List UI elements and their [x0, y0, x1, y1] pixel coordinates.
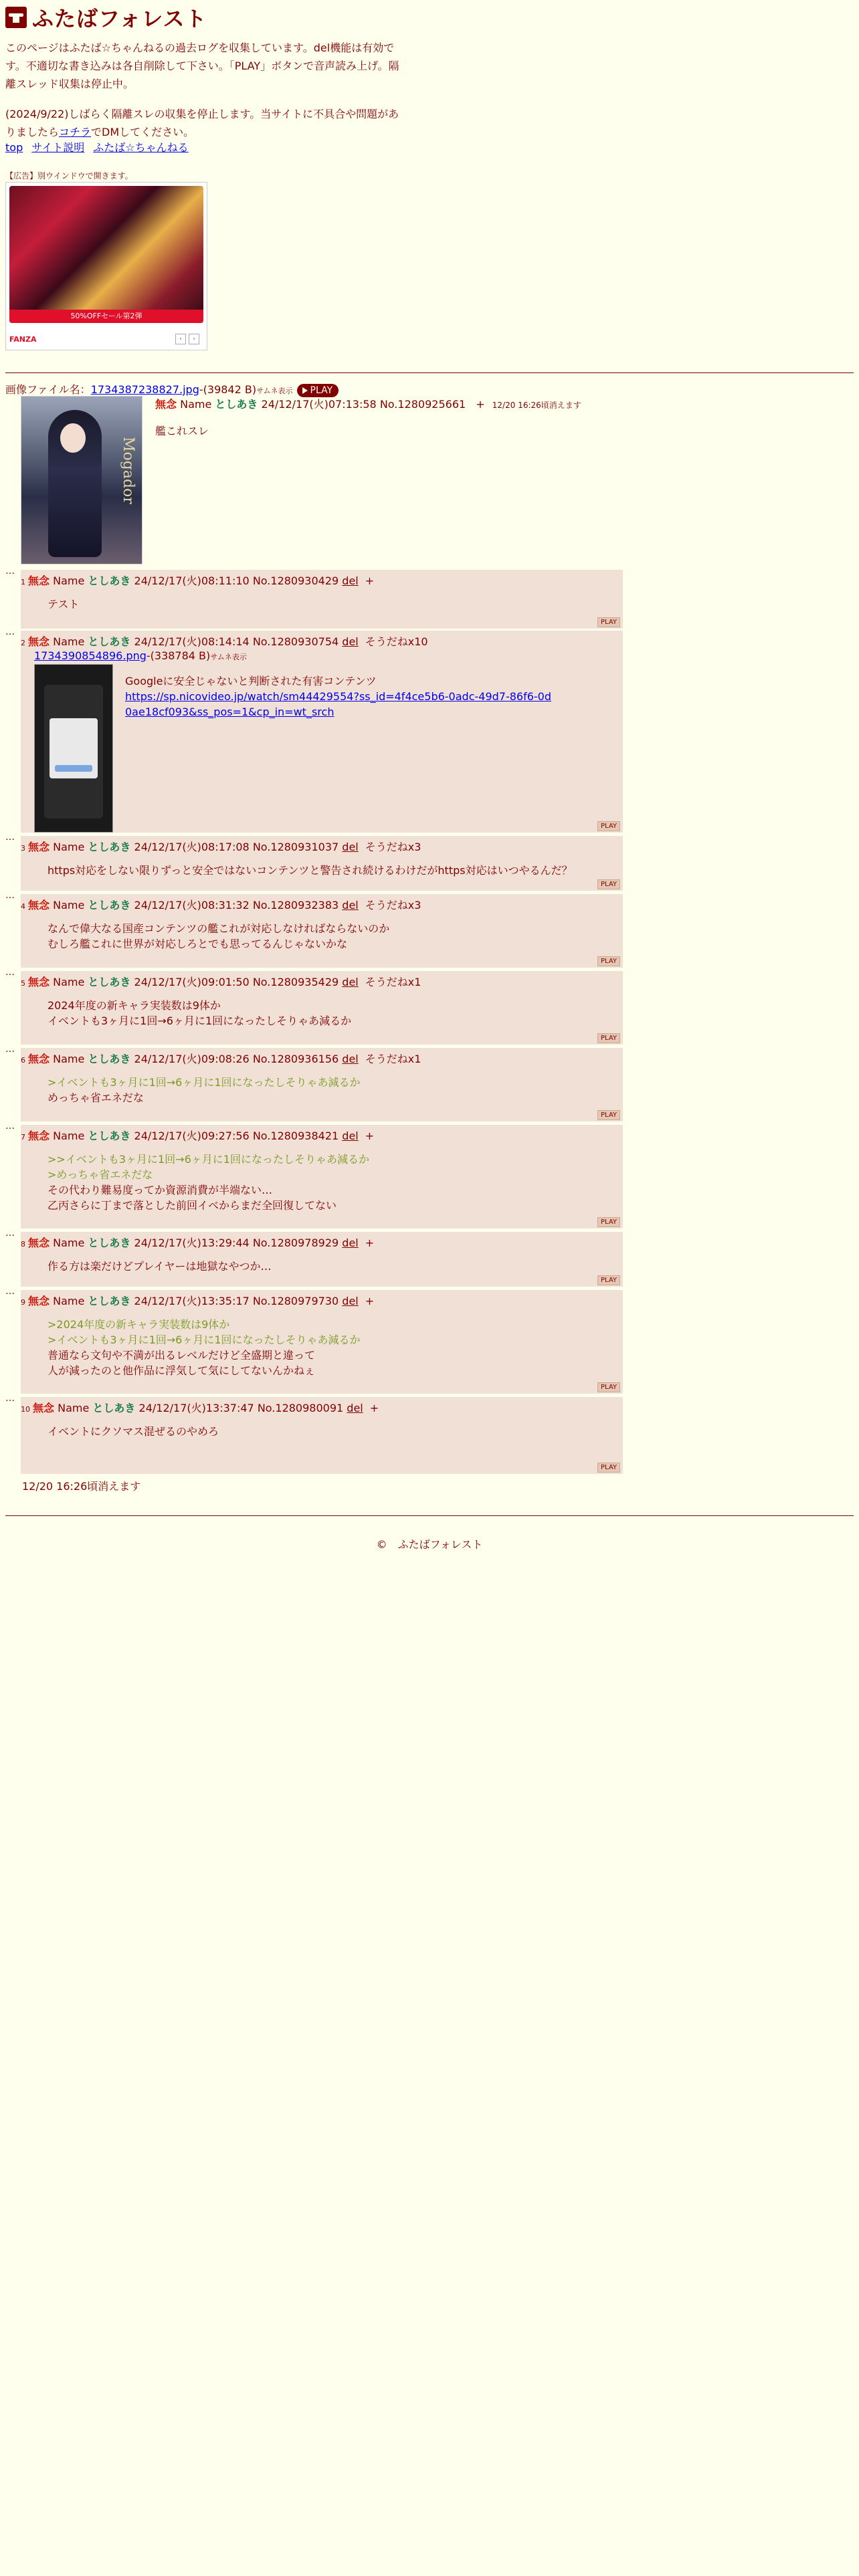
body-line: 2024年度の新キャラ実装数は9体か: [47, 999, 221, 1012]
reply-name: としあき: [92, 1402, 136, 1414]
reply-post: [21, 1290, 623, 1394]
nav-top-link[interactable]: top: [5, 141, 23, 154]
top-divider: [5, 372, 854, 373]
ad-band-text: 50%OFFセール第2弾: [9, 310, 203, 323]
reply-body: [47, 863, 573, 878]
reply-number: No.1280980091: [257, 1402, 344, 1414]
reply-name: としあき: [88, 1295, 131, 1307]
body-line: 普通なら文句や不満が出るレベルだけど全盛期と違って: [47, 1349, 316, 1362]
reply-datetime: 24/12/17(火)08:14:14: [134, 635, 250, 648]
op-thumb-text: Mogador: [120, 437, 136, 504]
play-button[interactable]: PLAY: [597, 1110, 620, 1120]
reply-post: [21, 836, 623, 891]
quote-line: >めっちゃ省エネだな: [47, 1168, 153, 1181]
ad-banner[interactable]: [5, 182, 207, 350]
body-line: なんで偉大なる国産コンテンツの艦これが対応しなければならないのか: [47, 922, 390, 935]
reply-name-label: Name: [53, 635, 85, 648]
reply-number: No.1280935429: [252, 976, 339, 988]
del-link[interactable]: del: [342, 635, 359, 648]
del-link[interactable]: del: [342, 1130, 359, 1142]
reply-marker: …: [5, 566, 15, 576]
op-name: としあき: [215, 398, 258, 411]
reply-body: [125, 673, 553, 720]
reply-header: [21, 633, 428, 649]
del-link[interactable]: del: [342, 1295, 359, 1307]
sodane-button[interactable]: そうだねx1: [365, 976, 421, 988]
quote-line: >イベントも3ヶ月に1回→6ヶ月に1回になったしそりゃあ減るか: [47, 1076, 361, 1089]
footer-copyright: © ふたばフォレスト: [376, 1538, 483, 1551]
reply-name: としあき: [88, 976, 131, 988]
reply-header: [21, 897, 421, 912]
intro: [5, 39, 407, 153]
reply-subject: 無念: [28, 841, 50, 853]
reply-name: としあき: [88, 1130, 131, 1142]
reply-subject: 無念: [28, 1053, 50, 1065]
reply-name: としあき: [88, 574, 131, 587]
reply-number: No.1280931037: [252, 841, 339, 853]
reply-name-label: Name: [53, 1237, 85, 1249]
reply-file-info: 1734390854896.png-(338784 B)サムネ表示: [34, 649, 247, 662]
op-expire: 12/20 16:26頃消えます: [492, 401, 581, 410]
reply-post: [21, 971, 623, 1045]
reply-header: [21, 1293, 374, 1308]
play-button[interactable]: PLAY: [597, 1275, 620, 1285]
reply-index: 10: [21, 1405, 30, 1414]
op-play-button[interactable]: PLAY: [297, 384, 339, 397]
reply-name: としあき: [88, 899, 131, 911]
op-datetime: 24/12/17(火)07:13:58: [261, 398, 377, 411]
reply-header: [21, 1128, 374, 1143]
op-thumbnail[interactable]: [21, 396, 142, 564]
reply-body: [47, 1259, 272, 1274]
body-line: むしろ艦これに世界が対応しろとでも思ってるんじゃないかな: [47, 938, 348, 950]
reply-marker: …: [5, 890, 15, 901]
reply-marker: …: [5, 627, 15, 637]
sodane-button[interactable]: +: [365, 1237, 375, 1249]
reply-name: としあき: [88, 635, 131, 648]
reply-body: [47, 597, 79, 612]
del-link[interactable]: del: [342, 841, 359, 853]
thread-expire: 12/20 16:26頃消えます: [22, 1480, 141, 1493]
op-thumb-note: サムネ表示: [256, 387, 293, 395]
reply-index: 9: [21, 1298, 25, 1307]
sodane-button[interactable]: +: [365, 1295, 375, 1307]
reply-body: [47, 921, 389, 952]
del-link[interactable]: del: [342, 1053, 359, 1065]
sodane-button[interactable]: そうだねx3: [365, 899, 421, 911]
op-body: 艦これスレ: [155, 425, 209, 437]
body-line: イベントも3ヶ月に1回→6ヶ月に1回になったしそりゃあ減るか: [47, 1014, 352, 1027]
site-header: [5, 4, 207, 31]
reply-post: [21, 1232, 623, 1287]
sodane-button[interactable]: そうだねx3: [365, 841, 421, 853]
op-file-link[interactable]: 1734387238827.jpg: [90, 383, 199, 396]
reply-subject: 無念: [28, 574, 50, 587]
reply-thumb-note: サムネ表示: [210, 653, 247, 661]
reply-header: [21, 1235, 374, 1250]
reply-number: No.1280978929: [252, 1237, 339, 1249]
sodane-button[interactable]: そうだねx1: [365, 1053, 421, 1065]
sodane-button[interactable]: +: [365, 574, 375, 587]
body-line: その代わり難易度ってか資源消費が半端ない…: [47, 1184, 273, 1196]
reply-datetime: 24/12/17(火)13:37:47: [138, 1402, 254, 1414]
reply-subject: 無念: [28, 1237, 50, 1249]
reply-post: [21, 1397, 623, 1474]
reply-index: 6: [21, 1056, 25, 1065]
op-file-info: 画像ファイル名：1734387238827.jpg-(39842 B)サムネ表示 PLAY: [5, 381, 339, 397]
ad-label: 【広告】別ウインドウで開きます。: [5, 171, 133, 181]
reply-marker: …: [5, 967, 15, 978]
reply-datetime: 24/12/17(火)08:31:32: [134, 899, 250, 911]
reply-body: [47, 1075, 361, 1105]
reply-file-link[interactable]: 1734390854896.png: [34, 649, 147, 662]
body-line: イベントにクソマス混ぜるのやめろ: [47, 1425, 219, 1438]
reply-body: [47, 1152, 369, 1213]
site-title: ふたばフォレスト: [32, 6, 207, 31]
ad-image[interactable]: [9, 186, 203, 323]
op-header: [155, 396, 581, 411]
reply-subject: 無念: [28, 899, 50, 911]
reply-index: 4: [21, 902, 25, 911]
ad-next-icon[interactable]: ›: [189, 334, 199, 344]
reply-post: [21, 631, 623, 833]
reply-name-label: Name: [53, 899, 85, 911]
del-link[interactable]: del: [347, 1402, 363, 1414]
reply-header: [21, 1400, 379, 1415]
sodane-button[interactable]: +: [369, 1402, 379, 1414]
reply-name-label: Name: [58, 1402, 90, 1414]
del-link[interactable]: del: [342, 899, 359, 911]
reply-marker: …: [5, 1121, 15, 1132]
reply-header: [21, 974, 421, 989]
op-sodane-button[interactable]: +: [476, 398, 485, 411]
body-line: 作る方は楽だけどプレイヤーは地獄なやつか…: [47, 1260, 272, 1273]
reply-name: としあき: [88, 1053, 131, 1065]
reply-name-label: Name: [53, 574, 85, 587]
play-icon: [302, 387, 308, 394]
nav-futaba-link[interactable]: ふたば☆ちゃんねる: [93, 141, 189, 154]
body-line: 乙丙さらに丁まで落とした前回イベからまだ全回復してない: [47, 1199, 337, 1212]
quote-line: >>イベントも3ヶ月に1回→6ヶ月に1回になったしそりゃあ減るか: [47, 1153, 369, 1166]
reply-header: [21, 839, 421, 854]
reply-thumbnail[interactable]: [34, 664, 113, 833]
body-line: https対応をしない限りずっと安全ではないコンテンツと警告され続けるわけだがhttps対応はいつやるんだ？: [47, 864, 573, 877]
play-button[interactable]: PLAY: [597, 617, 620, 627]
body-line: めっちゃ省エネだな: [47, 1091, 144, 1104]
del-link[interactable]: del: [342, 976, 359, 988]
play-button[interactable]: PLAY: [597, 956, 620, 966]
reply-marker: …: [5, 1044, 15, 1055]
reply-datetime: 24/12/17(火)13:29:44: [134, 1237, 250, 1249]
reply-name: としあき: [88, 841, 131, 853]
reply-datetime: 24/12/17(火)09:01:50: [134, 976, 250, 988]
sodane-button[interactable]: そうだねx10: [365, 635, 428, 648]
op-name-label: Name: [180, 398, 212, 411]
quote-line: >2024年度の新キャラ実装数は9体か: [47, 1318, 230, 1331]
reply-index: 5: [21, 979, 25, 988]
ad-brand-logo: FANZA: [9, 335, 37, 344]
character-face: [60, 423, 86, 453]
reply-name-label: Name: [53, 841, 85, 853]
futaba-logo-icon: [5, 7, 27, 28]
reply-marker: …: [5, 1393, 15, 1404]
reply-index: 8: [21, 1240, 25, 1249]
reply-index: 7: [21, 1133, 25, 1142]
nav-about-link[interactable]: サイト説明: [31, 141, 85, 154]
reply-number: No.1280930754: [252, 635, 339, 648]
nav-links: [5, 139, 194, 154]
reply-body: [47, 1317, 361, 1378]
reply-index: 1: [21, 578, 25, 586]
reply-header: [21, 572, 374, 588]
reply-marker: …: [5, 832, 15, 843]
reply-post: [21, 894, 623, 968]
reply-body: [47, 1424, 219, 1439]
reply-subject: 無念: [28, 635, 50, 648]
reply-datetime: 24/12/17(火)08:11:10: [134, 574, 250, 587]
body-line: Googleに安全じゃないと判断された有害コンテンツ: [125, 675, 377, 687]
reply-subject: 無念: [28, 976, 50, 988]
reply-number: No.1280979730: [252, 1295, 339, 1307]
del-link[interactable]: del: [342, 574, 359, 587]
reply-number: No.1280930429: [252, 574, 339, 587]
reply-name-label: Name: [53, 1130, 85, 1142]
reply-index: 2: [21, 639, 25, 647]
reply-subject: 無念: [33, 1402, 55, 1414]
reply-number: No.1280932383: [252, 899, 339, 911]
bottom-divider: [5, 1515, 854, 1516]
op-number: No.1280925661: [379, 398, 466, 411]
play-button[interactable]: PLAY: [597, 1033, 620, 1043]
reply-body: [47, 998, 351, 1029]
play-button[interactable]: PLAY: [597, 879, 620, 889]
reply-post: [21, 1125, 623, 1228]
play-button[interactable]: PLAY: [597, 821, 620, 831]
reply-post: [21, 570, 623, 629]
play-button[interactable]: PLAY: [597, 1463, 620, 1473]
intro-text: このページはふたば☆ちゃんねるの過去ログを収集しています。del機能は有効です。不適切な書き込みは各自削除して下さい。「PLAY」ボタンで音声読み上げ。隔離スレッド収集は停止中。: [5, 41, 399, 90]
reply-datetime: 24/12/17(火)08:17:08: [134, 841, 250, 853]
play-button[interactable]: PLAY: [597, 1217, 620, 1227]
reply-url-link[interactable]: https://sp.nicovideo.jp/watch/sm44429554?ss_id=4f4ce5b6-0adc-49d7-86f6-0d0ae18cf093&ss_pos=1&cp_in=wt_srch: [125, 690, 552, 718]
dialog-button: [55, 765, 92, 772]
notice-text: (2024/9/22)しばらく隔離スレの収集を停止します。当サイトに不具合や問題がありましたらコチラでDMしてください。: [5, 108, 399, 138]
contact-link[interactable]: コチラ: [59, 126, 92, 138]
reply-name-label: Name: [53, 976, 85, 988]
reply-name-label: Name: [53, 1053, 85, 1065]
reply-name-label: Name: [53, 1295, 85, 1307]
reply-marker: …: [5, 1286, 15, 1297]
reply-header: [21, 1051, 421, 1066]
reply-datetime: 24/12/17(火)09:08:26: [134, 1053, 250, 1065]
reply-marker: …: [5, 1228, 15, 1239]
play-button[interactable]: PLAY: [597, 1382, 620, 1392]
reply-name: としあき: [88, 1237, 131, 1249]
reply-index: 3: [21, 844, 25, 853]
reply-datetime: 24/12/17(火)09:27:56: [134, 1130, 250, 1142]
sodane-button[interactable]: +: [365, 1130, 375, 1142]
reply-post: [21, 1048, 623, 1121]
del-link[interactable]: del: [342, 1237, 359, 1249]
reply-subject: 無念: [28, 1130, 50, 1142]
reply-number: No.1280938421: [252, 1130, 339, 1142]
body-line: テスト: [47, 598, 80, 611]
body-line: 人が減ったのと他作品に浮気して気にしてないんかねぇ: [47, 1364, 316, 1377]
quote-line: >イベントも3ヶ月に1回→6ヶ月に1回になったしそりゃあ減るか: [47, 1333, 361, 1346]
op-subject: 無念: [155, 398, 177, 411]
ad-prev-icon[interactable]: ‹: [175, 334, 186, 344]
reply-datetime: 24/12/17(火)13:35:17: [134, 1295, 250, 1307]
reply-number: No.1280936156: [252, 1053, 339, 1065]
reply-subject: 無念: [28, 1295, 50, 1307]
